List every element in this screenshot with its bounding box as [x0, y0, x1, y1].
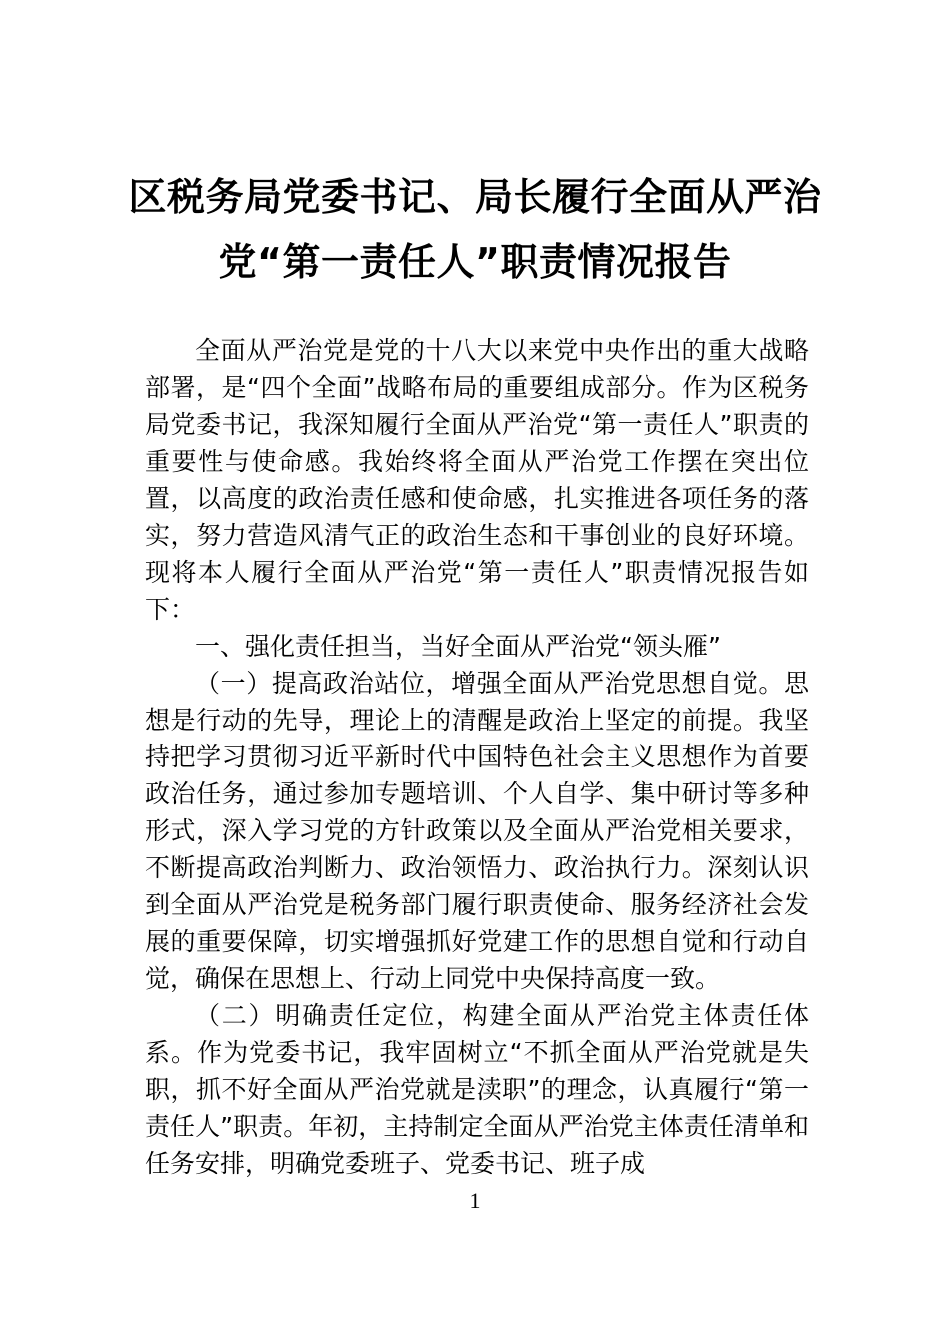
page-number: 1	[469, 1188, 481, 1213]
paragraph-subsection-2: （二）明确责任定位，构建全面从严治党主体责任体系。作为党委书记，我牢固树立“不抓全面从严治党就是失职，抓不好全面从严治党就是渎职”的理念，认真履行“第一责任人”职责。年初，主持制定全面从严治党主体责任清单和任务安排，明确党委班子、党委书记、班子成	[145, 1001, 809, 1178]
document-title-line-1: 区税务局党委书记、局长履行全面从严治	[128, 175, 822, 219]
document-title-line-2: 党“第一责任人”职责情况报告	[218, 240, 732, 284]
section-heading-1: 一、强化责任担当，当好全面从严治党“领头雁”	[195, 631, 721, 661]
document-body	[145, 333, 809, 1183]
paragraph-subsection-1: （一）提高政治站位，增强全面从严治党思想自觉。思想是行动的先导，理论上的清醒是政治上坚定的前提。我坚持把学习贯彻习近平新时代中国特色社会主义思想作为首要政治任务，通过参加专题培训、个人自学、集中研讨等多种形式，深入学习党的方针政策以及全面从严治党相关要求，不断提高政治判断力、政治领悟力、政治执行力。深刻认识到全面从严治党是税务部门履行职责使命、服务经济社会发展的重要保障，切实增强抓好党建工作的思想自觉和行动自觉，确保在思想上、行动上同党中央保持高度一致。	[145, 668, 809, 994]
paragraph-intro: 全面从严治党是党的十八大以来党中央作出的重大战略部署，是“四个全面”战略布局的重要组成部分。作为区税务局党委书记，我深知履行全面从严治党“第一责任人”职责的重要性与使命感。我始终将全面从严治党工作摆在突出位置，以高度的政治责任感和使命感，扎实推进各项任务的落实，努力营造风清气正的政治生态和干事创业的良好环境。现将本人履行全面从严治党“第一责任人”职责情况报告如下：	[145, 336, 809, 624]
